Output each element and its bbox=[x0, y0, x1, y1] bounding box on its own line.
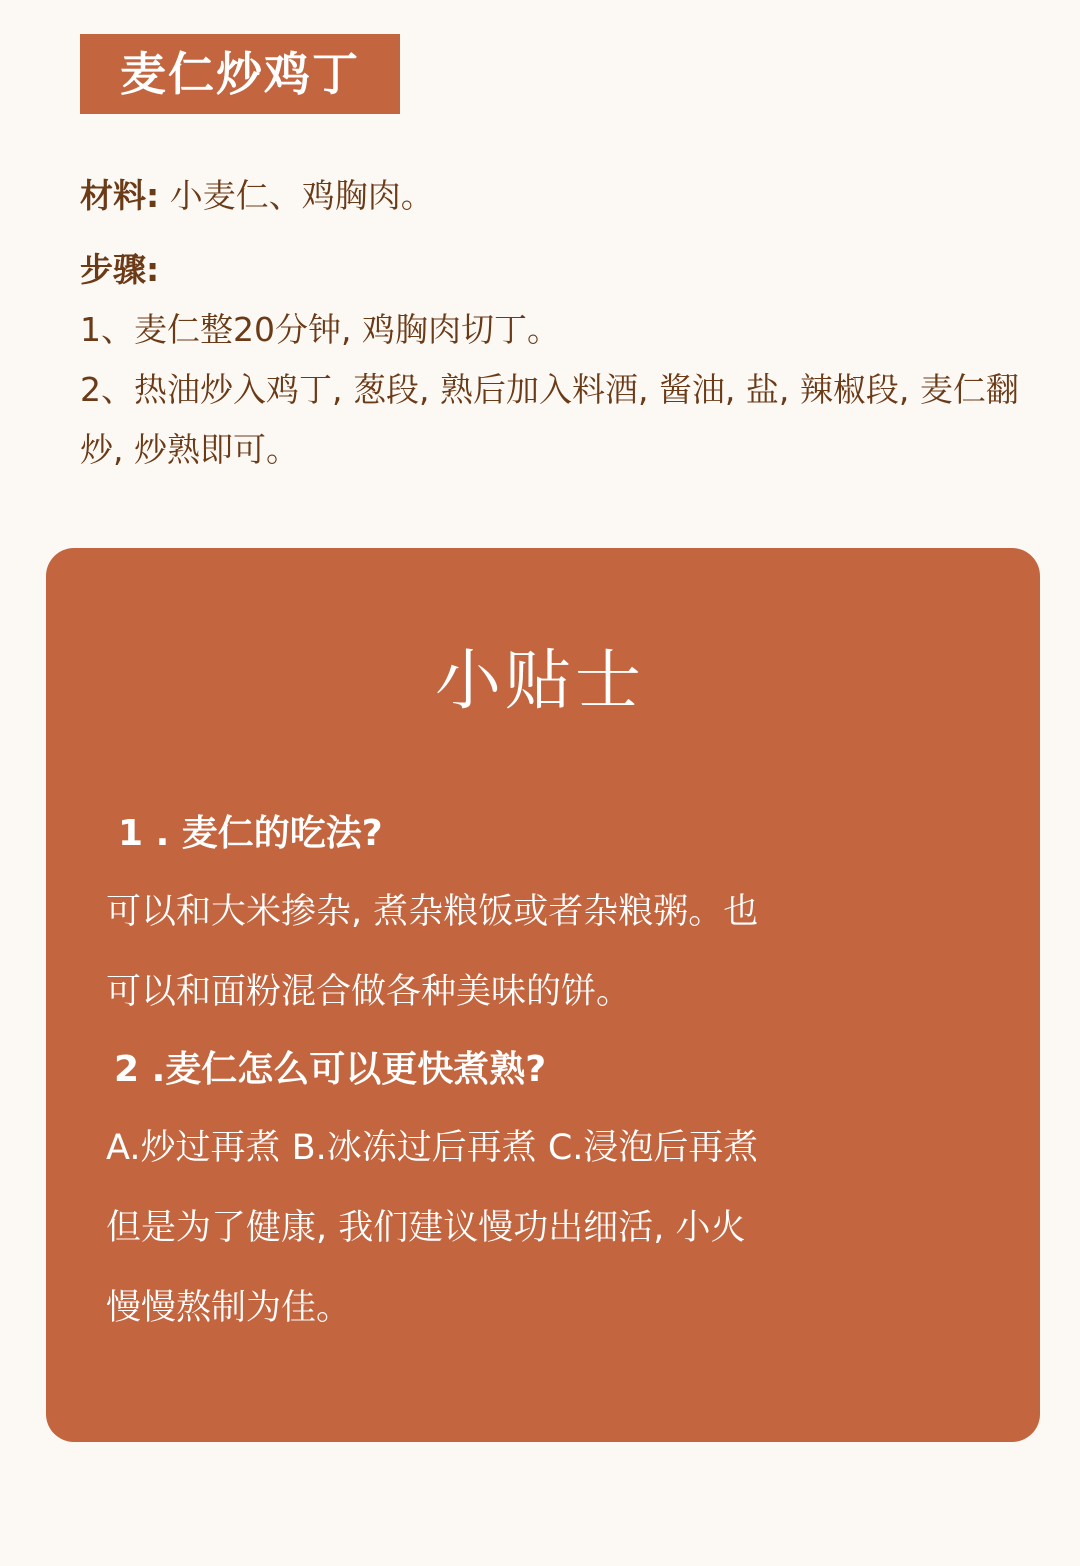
materials-line bbox=[80, 166, 1020, 226]
tips-title: 小贴士 bbox=[435, 642, 645, 719]
tip-answer-1-line-1: 可以和大米掺杂, 煮杂粮饭或者杂粮粥。也 bbox=[106, 892, 759, 932]
materials-label: 材料: bbox=[80, 176, 160, 215]
tip-question-2: 2 .麦仁怎么可以更快煮熟? bbox=[114, 1049, 547, 1090]
tip-answer-2-line-2: 但是为了健康, 我们建议慢功出细活, 小火 bbox=[106, 1208, 746, 1248]
steps-label: 步骤: bbox=[80, 250, 160, 289]
step-2: 2、热油炒入鸡丁, 葱段, 熟后加入料酒, 酱油, 盐, 辣椒段, 麦仁翻炒, 炒熟即可。 bbox=[80, 370, 1019, 469]
tip-question-1: 1 . 麦仁的吃法? bbox=[118, 813, 383, 854]
step-1: 1、麦仁整20分钟, 鸡胸肉切丁。 bbox=[80, 310, 560, 349]
tip-answer-1-line-2: 可以和面粉混合做各种美味的饼。 bbox=[106, 972, 632, 1012]
materials-text: 小麦仁、鸡胸肉。 bbox=[169, 176, 434, 215]
recipe-title: 麦仁炒鸡丁 bbox=[80, 34, 400, 114]
tip-answer-2-line-3: 慢慢熬制为佳。 bbox=[106, 1288, 352, 1328]
tips-body bbox=[106, 796, 1006, 1348]
tip-answer-2-line-1: A.炒过再煮 B.冰冻过后再煮 C.浸泡后再煮 bbox=[106, 1128, 759, 1168]
recipe-section bbox=[80, 166, 1020, 480]
